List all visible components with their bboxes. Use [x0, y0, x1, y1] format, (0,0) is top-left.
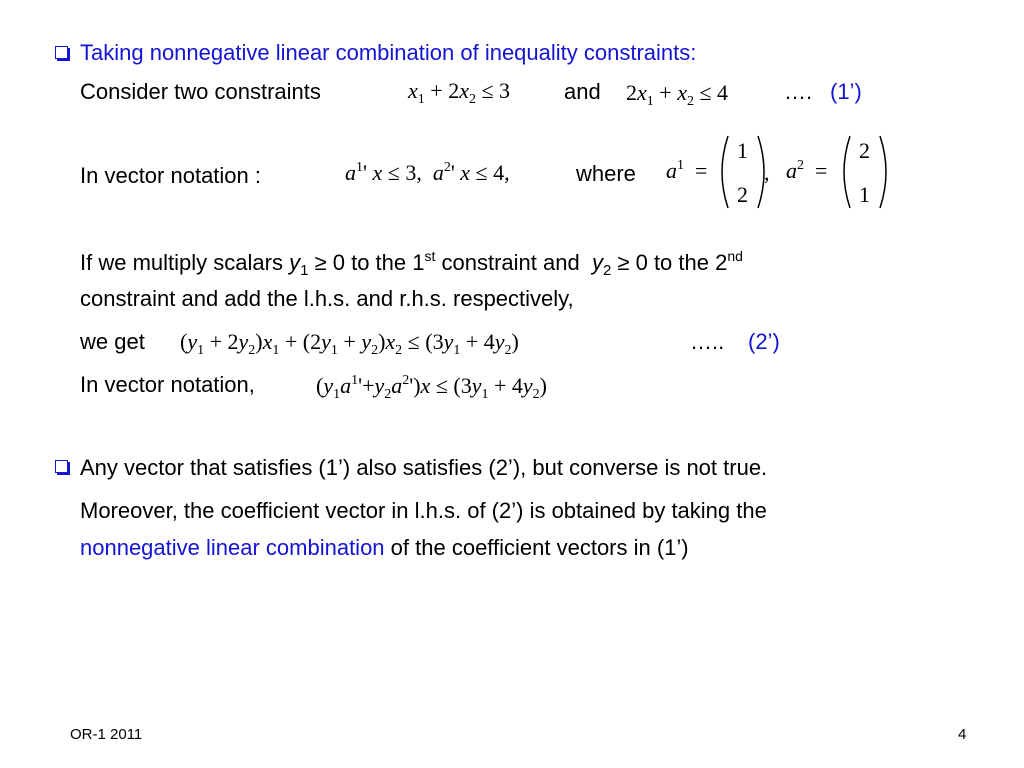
- vector-notation-label: In vector notation :: [80, 163, 261, 188]
- a1-vector-top: 1: [737, 138, 748, 163]
- footer-course: OR-1 2011: [70, 726, 143, 743]
- highlight-nonnegative-combination: nonnegative linear combination: [80, 535, 385, 560]
- combined-constraint-formula: $(y_1 + 2y_2)x_1 + (2y_1 + y_2)x_2 \le (3y_1 + 4y_2)$: [180, 329, 519, 358]
- consider-text: Consider two constraints: [80, 79, 321, 104]
- bullet2-line1: Any vector that satisfies (1’) also satisfies (2’), but converse is not true.: [80, 455, 768, 480]
- vector-constraints-formula: $a^1'$ x ≤ 3, $a^2'$ x ≤ 4,: [345, 160, 510, 185]
- a2-definition: $a^2$ =: [786, 158, 828, 183]
- and-text: and: [564, 79, 601, 104]
- we-get-text: we get: [80, 329, 145, 354]
- constraint1-formula: $x_1 + 2x_2 \le 3$: [408, 78, 511, 107]
- bullet2-line2: Moreover, the coefficient vector in l.h.s. of (2’) is obtained by taking the: [80, 498, 767, 523]
- ellipsis-1: ….: [784, 79, 813, 104]
- bullet2-line3: nonnegative linear combination of the coefficient vectors in (1’): [80, 535, 689, 560]
- ref-1prime: (1’): [830, 79, 862, 104]
- ref-2prime: (2’): [748, 329, 780, 354]
- bullet-checkbox-icon: [55, 46, 68, 59]
- multiply-sentence: If we multiply scalars $y_1 \ge 0$ to the 1st constraint and $y_2 \ge 0$ to the 2nd: [80, 248, 743, 279]
- bullet2-checkbox-icon: [55, 460, 68, 473]
- a2-vector-top: 2: [859, 138, 870, 163]
- combined-vector-formula: $(y_1a^1'+y_2a^2')x \le (3y_1 + 4y_2)$: [316, 373, 547, 402]
- ellipsis-2: …..: [690, 329, 725, 354]
- a1-vector-bottom: 2: [737, 182, 748, 207]
- vector-notation-label-2: In vector notation,: [80, 372, 255, 397]
- where-text: where: [576, 161, 636, 186]
- page-number: 4: [958, 726, 967, 743]
- a1-comma: ,: [764, 160, 770, 185]
- a2-vector-bottom: 1: [859, 182, 870, 207]
- a1-definition: $a^1$ =: [666, 158, 708, 183]
- bullet1-heading: Taking nonnegative linear combination of inequality constraints:: [80, 40, 697, 65]
- multiply-sentence-line2: constraint and add the l.h.s. and r.h.s. respectively,: [80, 286, 574, 311]
- constraint2-formula: $2x_1 + x_2 \le 4$: [626, 80, 729, 109]
